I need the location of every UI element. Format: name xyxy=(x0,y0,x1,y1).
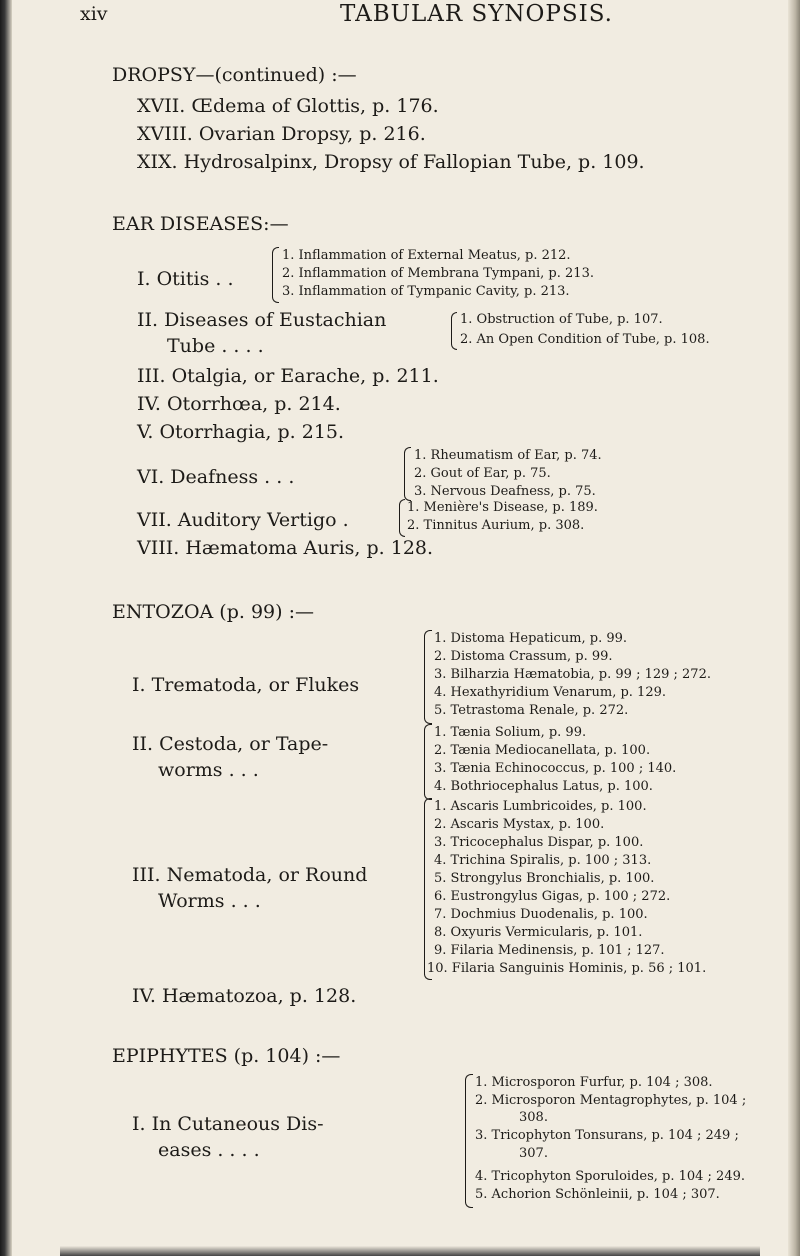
ear-ii-label-line1: II. Diseases of Eustachian xyxy=(137,309,387,331)
entozoa-iii-sub-1: 1. Ascaris Lumbricoides, p. 100. xyxy=(434,799,647,814)
entozoa-iii-sub-4: 4. Trichina Spiralis, p. 100 ; 313. xyxy=(434,853,652,868)
epiphytes-i-sub-2: 2. Microsporon Mentagrophytes, p. 104 ; xyxy=(475,1093,747,1108)
entozoa-iii-sub-6: 6. Eustrongylus Gigas, p. 100 ; 272. xyxy=(434,889,671,904)
entozoa-iii-sub-5: 5. Strongylus Bronchialis, p. 100. xyxy=(434,871,655,886)
page-bottom-shadow xyxy=(60,1246,760,1256)
dropsy-item-xviii: XVIII. Ovarian Dropsy, p. 216. xyxy=(137,123,426,145)
ear-iii: III. Otalgia, or Earache, p. 211. xyxy=(137,365,439,387)
ear-vii-sub-1: 1. Menière's Disease, p. 189. xyxy=(407,500,598,515)
ear-i-brace xyxy=(272,247,279,303)
ear-i-sub-2: 2. Inflammation of Membrana Tympani, p. 213. xyxy=(282,266,594,281)
entozoa-ii-sub-4: 4. Bothriocephalus Latus, p. 100. xyxy=(434,779,653,794)
epiphytes-heading: EPIPHYTES (p. 104) :— xyxy=(112,1045,341,1067)
ear-vi-label: VI. Deafness . . . xyxy=(137,466,295,488)
ear-vii-brace xyxy=(399,499,405,537)
dropsy-item-xvii: XVII. Œdema of Glottis, p. 176. xyxy=(137,95,439,117)
page-number: xiv xyxy=(80,3,108,25)
entozoa-iii-sub-3: 3. Tricocephalus Dispar, p. 100. xyxy=(434,835,644,850)
ear-ii-sub-1: 1. Obstruction of Tube, p. 107. xyxy=(460,312,663,327)
page-edge-shadow xyxy=(788,0,800,1256)
ear-vi-brace xyxy=(404,447,411,501)
ear-vii-sub-2: 2. Tinnitus Aurium, p. 308. xyxy=(407,518,585,533)
ear-i-label: I. Otitis . . xyxy=(137,268,234,290)
running-head: TABULAR SYNOPSIS. xyxy=(340,1,613,27)
ear-viii: VIII. Hæmatoma Auris, p. 128. xyxy=(137,537,434,559)
entozoa-iii-sub-8: 8. Oxyuris Vermicularis, p. 101. xyxy=(434,925,643,940)
ear-iv: IV. Otorrhœa, p. 214. xyxy=(137,393,341,415)
entozoa-iii-sub-9: 9. Filaria Medinensis, p. 101 ; 127. xyxy=(434,943,665,958)
entozoa-iii-sub-10: 10. Filaria Sanguinis Hominis, p. 56 ; 101. xyxy=(427,961,707,976)
entozoa-iii-sub-7: 7. Dochmius Duodenalis, p. 100. xyxy=(434,907,648,922)
epiphytes-i-label-line2: eases . . . . xyxy=(158,1139,260,1161)
entozoa-ii-sub-2: 2. Tænia Mediocanellata, p. 100. xyxy=(434,743,651,758)
dropsy-heading: DROPSY—(continued) :— xyxy=(112,64,357,86)
ear-ii-label-line2: Tube . . . . xyxy=(167,335,264,357)
ear-v: V. Otorrhagia, p. 215. xyxy=(137,421,345,443)
entozoa-iii-brace xyxy=(424,798,432,980)
ear-i-sub-3: 3. Inflammation of Tympanic Cavity, p. 213. xyxy=(282,284,570,299)
entozoa-i-label: I. Trematoda, or Flukes xyxy=(132,674,360,696)
entozoa-ii-sub-3: 3. Tænia Echinococcus, p. 100 ; 140. xyxy=(434,761,677,776)
entozoa-i-sub-1: 1. Distoma Hepaticum, p. 99. xyxy=(434,631,628,646)
epiphytes-i-brace xyxy=(465,1074,473,1208)
ear-vi-sub-2: 2. Gout of Ear, p. 75. xyxy=(414,466,551,481)
ear-ii-brace xyxy=(451,312,457,350)
epiphytes-i-sub-3: 3. Tricophyton Tonsurans, p. 104 ; 249 ; xyxy=(475,1128,739,1143)
ear-heading: EAR DISEASES:— xyxy=(112,213,289,235)
entozoa-ii-brace xyxy=(424,724,432,800)
epiphytes-i-label-line1: I. In Cutaneous Dis- xyxy=(132,1113,324,1135)
epiphytes-i-sub-1: 1. Microsporon Furfur, p. 104 ; 308. xyxy=(475,1075,713,1090)
entozoa-ii-sub-1: 1. Tænia Solium, p. 99. xyxy=(434,725,587,740)
ear-ii-sub-2: 2. An Open Condition of Tube, p. 108. xyxy=(460,332,710,347)
entozoa-heading: ENTOZOA (p. 99) :— xyxy=(112,601,314,623)
ear-vi-sub-3: 3. Nervous Deafness, p. 75. xyxy=(414,484,596,499)
entozoa-i-sub-5: 5. Tetrastoma Renale, p. 272. xyxy=(434,703,629,718)
dropsy-item-xix: XIX. Hydrosalpinx, Dropsy of Fallopian Tube, p. 109. xyxy=(137,151,645,173)
entozoa-iv: IV. Hæmatozoa, p. 128. xyxy=(132,985,357,1007)
entozoa-iii-label-line1: III. Nematoda, or Round xyxy=(132,864,368,886)
entozoa-iii-label-line2: Worms . . . xyxy=(158,890,261,912)
entozoa-i-brace xyxy=(424,630,432,724)
ear-vi-sub-1: 1. Rheumatism of Ear, p. 74. xyxy=(414,448,602,463)
epiphytes-i-sub-3-cont: 307. xyxy=(519,1146,548,1161)
epiphytes-i-sub-4: 4. Tricophyton Sporuloides, p. 104 ; 249. xyxy=(475,1169,746,1184)
ear-i-sub-1: 1. Inflammation of External Meatus, p. 212. xyxy=(282,248,571,263)
epiphytes-i-sub-5: 5. Achorion Schönleinii, p. 104 ; 307. xyxy=(475,1187,720,1202)
epiphytes-i-sub-2-cont: 308. xyxy=(519,1110,548,1125)
entozoa-i-sub-2: 2. Distoma Crassum, p. 99. xyxy=(434,649,613,664)
entozoa-i-sub-3: 3. Bilharzia Hæmatobia, p. 99 ; 129 ; 272. xyxy=(434,667,711,682)
entozoa-ii-label-line2: worms . . . xyxy=(158,759,259,781)
book-spine-shadow xyxy=(0,0,12,1256)
ear-vii-label: VII. Auditory Vertigo . xyxy=(137,509,349,531)
entozoa-i-sub-4: 4. Hexathyridium Venarum, p. 129. xyxy=(434,685,666,700)
entozoa-ii-label-line1: II. Cestoda, or Tape- xyxy=(132,733,329,755)
entozoa-iii-sub-2: 2. Ascaris Mystax, p. 100. xyxy=(434,817,605,832)
